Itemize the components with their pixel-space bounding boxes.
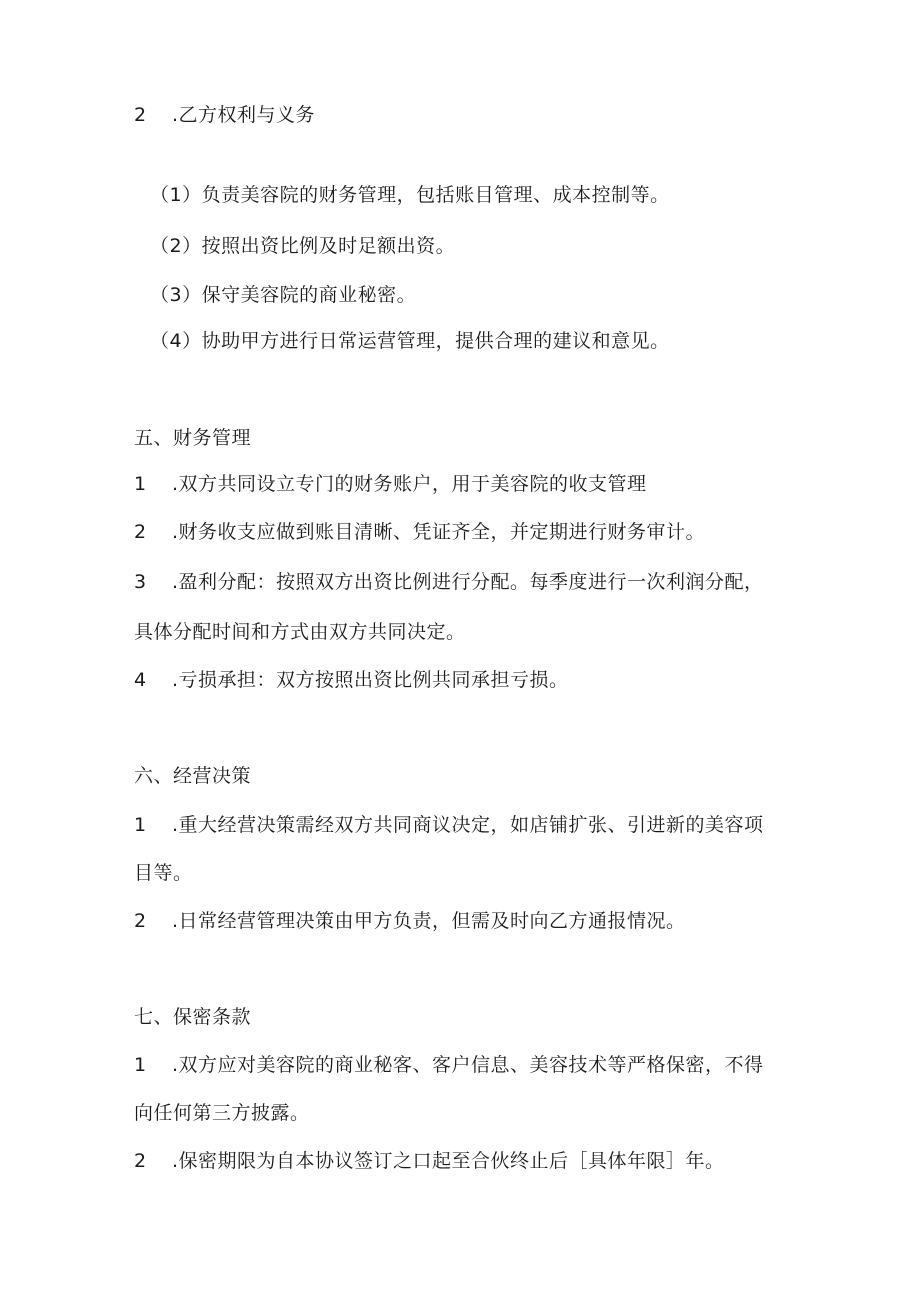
- list-item: [134, 517, 705, 547]
- list-item-continuation: 向任何第三方披露。: [134, 1102, 310, 1124]
- section-heading: 七、保密条款: [134, 1006, 252, 1028]
- list-item: [134, 469, 647, 499]
- list-item: （1）负责美容院的财务管理，包括账目管理、成本控制等。: [150, 184, 670, 206]
- item-number: 2: [134, 910, 147, 932]
- item-text: .日常经营管理决策由甲方负责，但需及时向乙方通报情况。: [172, 910, 686, 932]
- list-item: （4）协助甲方进行日常运营管理，提供合理的建议和意见。: [150, 330, 670, 352]
- list-item-continuation: 具体分配时间和方式由双方共同决定。: [134, 621, 466, 643]
- list-item: [134, 1146, 725, 1176]
- list-item: [134, 810, 764, 840]
- section-heading: 五、财务管理: [134, 427, 252, 449]
- item-number: 1: [134, 1054, 147, 1076]
- list-item: （2）按照出资比例及时足额出资。: [150, 235, 456, 257]
- item-number: 2: [134, 104, 147, 126]
- item-number: 1: [134, 814, 147, 836]
- item-text: .财务收支应做到账目清晰、凭证齐全，并定期进行财务审计。: [172, 521, 706, 543]
- list-item-continuation: 目等。: [134, 862, 193, 884]
- item-text: .保密期限为自本协议签订之口起至合伙终止后［具体年限］年。: [172, 1150, 725, 1172]
- item-text: .重大经营决策需经双方共同商议决定，如店铺扩张、引进新的美容项: [172, 814, 764, 836]
- subsection-title-text: .乙方权利与义务: [172, 104, 316, 126]
- item-text: .双方应对美容院的商业秘客、客户信息、美容技术等严格保密，不得: [172, 1054, 764, 1076]
- item-number: 2: [134, 521, 147, 543]
- list-item: [134, 906, 686, 936]
- item-text: .亏损承担：双方按照出资比例共同承担亏损。: [172, 669, 569, 691]
- list-item: [134, 665, 569, 695]
- list-item: （3）保守美容院的商业秘密。: [150, 284, 417, 306]
- item-text: .双方共同设立专门的财务账户，用于美容院的收支管理: [172, 473, 647, 495]
- item-number: 4: [134, 669, 147, 691]
- section-heading: 六、经营决策: [134, 765, 252, 787]
- subsection-title: [134, 100, 315, 130]
- item-number: 1: [134, 473, 147, 495]
- list-item: [134, 1050, 764, 1080]
- item-number: 2: [134, 1150, 147, 1172]
- list-item: [134, 567, 764, 597]
- item-number: 3: [134, 571, 147, 593]
- item-text: .盈利分配：按照双方出资比例进行分配。每季度进行一次利润分配，: [172, 571, 764, 593]
